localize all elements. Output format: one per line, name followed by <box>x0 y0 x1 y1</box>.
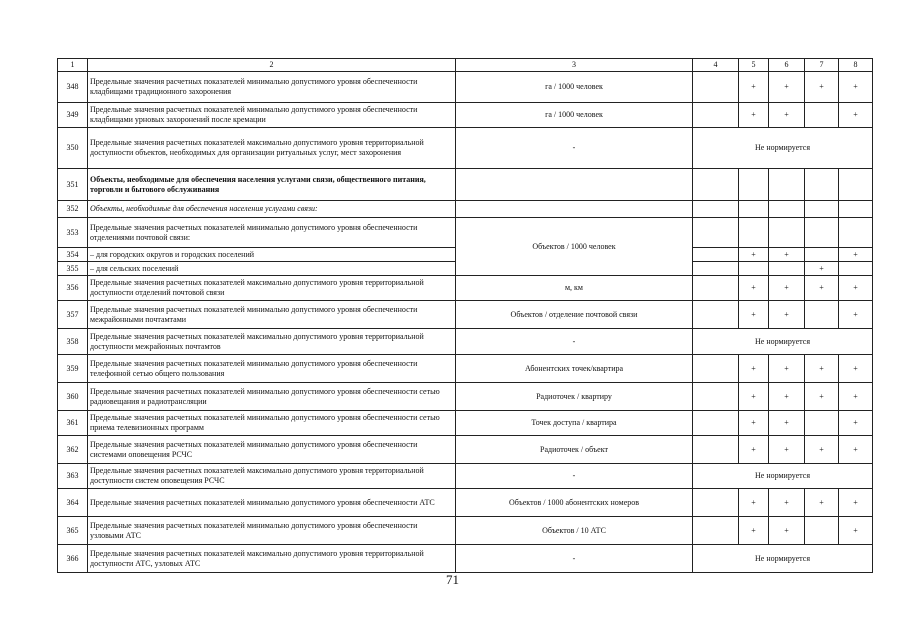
applicability-cell: + <box>769 103 805 128</box>
row-description: Предельные значения расчетных показателей минимально допустимого уровня обеспеченности кладбищами урновых захоронений после кремации <box>88 103 456 128</box>
table-row <box>58 464 873 489</box>
row-number: 357 <box>58 301 88 329</box>
row-description: Предельные значения расчетных показателей максимально допустимого уровня территориальной доступности межрайонных почтамтов <box>88 329 456 355</box>
row-unit: Объектов / 1000 абонентских номеров <box>456 489 693 517</box>
applicability-cell: + <box>805 355 839 383</box>
applicability-cell <box>805 201 839 218</box>
applicability-cell: + <box>805 383 839 411</box>
row-number: 363 <box>58 464 88 489</box>
applicability-cell: + <box>739 489 769 517</box>
not-regulated-cell: Не нормируется <box>693 128 873 169</box>
header-cell: 8 <box>839 59 873 72</box>
applicability-cell <box>839 262 873 276</box>
row-unit: Абонентских точек/квартира <box>456 355 693 383</box>
not-regulated-cell: Не нормируется <box>693 464 873 489</box>
applicability-cell <box>739 169 769 201</box>
applicability-cell: + <box>839 411 873 436</box>
row-description: Предельные значения расчетных показателей минимально допустимого уровня обеспеченности кладбищами традиционного захоронения <box>88 72 456 103</box>
applicability-cell <box>693 301 739 329</box>
row-number: 358 <box>58 329 88 355</box>
row-unit: Радиоточек / объект <box>456 436 693 464</box>
page-number: 71 <box>446 572 459 587</box>
applicability-cell <box>805 301 839 329</box>
row-description: Предельные значения расчетных показателей максимально допустимого уровня территориальной доступности АТС, узловых АТС <box>88 545 456 573</box>
applicability-cell <box>805 103 839 128</box>
applicability-cell: + <box>839 355 873 383</box>
applicability-cell: + <box>839 517 873 545</box>
applicability-cell: + <box>805 262 839 276</box>
applicability-cell: + <box>839 103 873 128</box>
row-number: 350 <box>58 128 88 169</box>
table-row <box>58 517 873 545</box>
row-number: 366 <box>58 545 88 573</box>
row-description: Предельные значения расчетных показателей минимально допустимого уровня обеспеченности межрайонными почтамтами <box>88 301 456 329</box>
applicability-cell <box>805 411 839 436</box>
applicability-cell: + <box>769 301 805 329</box>
table-header-row <box>58 59 873 72</box>
header-cell: 6 <box>769 59 805 72</box>
applicability-cell: + <box>739 103 769 128</box>
header-cell: 5 <box>739 59 769 72</box>
applicability-cell: + <box>739 276 769 301</box>
applicability-cell <box>693 248 739 262</box>
table-row <box>58 329 873 355</box>
applicability-cell <box>693 411 739 436</box>
applicability-cell: + <box>769 276 805 301</box>
row-number: 361 <box>58 411 88 436</box>
applicability-cell: + <box>769 248 805 262</box>
row-number: 356 <box>58 276 88 301</box>
table-body <box>58 59 873 573</box>
table-row <box>58 383 873 411</box>
table-row <box>58 355 873 383</box>
row-description: Предельные значения расчетных показателей минимально допустимого уровня обеспеченности сетью приема телевизионных программ <box>88 411 456 436</box>
row-unit: га / 1000 человек <box>456 72 693 103</box>
row-unit: - <box>456 545 693 573</box>
row-description: Предельные значения расчетных показателей минимально допустимого уровня обеспеченности сетью радиовещания и радиотрансляции <box>88 383 456 411</box>
table-row <box>58 169 873 201</box>
header-cell: 2 <box>88 59 456 72</box>
applicability-cell: + <box>769 436 805 464</box>
applicability-cell <box>769 218 805 248</box>
applicability-cell <box>769 201 805 218</box>
applicability-cell <box>693 517 739 545</box>
applicability-cell <box>693 355 739 383</box>
applicability-cell <box>693 262 739 276</box>
table-row <box>58 201 873 218</box>
row-description: – для городских округов и городских поселений <box>88 248 456 262</box>
row-unit: Радиоточек / квартиру <box>456 383 693 411</box>
row-unit: Объектов / 1000 человек <box>456 218 693 276</box>
applicability-cell: + <box>739 355 769 383</box>
row-description: Предельные значения расчетных показателей минимально допустимого уровня обеспеченности отделениями почтовой связи: <box>88 218 456 248</box>
table-row <box>58 128 873 169</box>
not-regulated-cell: Не нормируется <box>693 329 873 355</box>
row-number: 365 <box>58 517 88 545</box>
applicability-cell <box>839 218 873 248</box>
applicability-cell <box>693 383 739 411</box>
row-unit <box>456 201 693 218</box>
table-row <box>58 301 873 329</box>
applicability-cell <box>739 201 769 218</box>
table-row <box>58 276 873 301</box>
applicability-cell <box>693 169 739 201</box>
applicability-cell: + <box>805 72 839 103</box>
applicability-cell <box>805 248 839 262</box>
table-row <box>58 72 873 103</box>
header-cell: 4 <box>693 59 739 72</box>
applicability-cell <box>839 169 873 201</box>
applicability-cell: + <box>739 436 769 464</box>
applicability-cell: + <box>769 72 805 103</box>
row-description: Предельные значения расчетных показателей максимально допустимого уровня территориальной доступности отделений почтовой связи <box>88 276 456 301</box>
header-cell: 3 <box>456 59 693 72</box>
row-number: 359 <box>58 355 88 383</box>
row-unit: Точек доступа / квартира <box>456 411 693 436</box>
applicability-cell: + <box>739 383 769 411</box>
row-unit: Объектов / отделение почтовой связи <box>456 301 693 329</box>
applicability-cell <box>693 218 739 248</box>
applicability-cell: + <box>839 489 873 517</box>
applicability-cell <box>805 169 839 201</box>
row-number: 360 <box>58 383 88 411</box>
applicability-cell <box>769 169 805 201</box>
applicability-cell: + <box>769 411 805 436</box>
applicability-cell: + <box>769 355 805 383</box>
applicability-cell: + <box>839 301 873 329</box>
applicability-cell: + <box>805 489 839 517</box>
row-description: – для сельских поселений <box>88 262 456 276</box>
row-unit <box>456 169 693 201</box>
applicability-cell: + <box>839 72 873 103</box>
row-unit: га / 1000 человек <box>456 103 693 128</box>
applicability-cell <box>769 262 805 276</box>
applicability-cell: + <box>805 436 839 464</box>
applicability-cell <box>693 201 739 218</box>
applicability-cell: + <box>769 383 805 411</box>
applicability-cell <box>693 489 739 517</box>
row-number: 352 <box>58 201 88 218</box>
row-unit: - <box>456 329 693 355</box>
table-row <box>58 103 873 128</box>
row-number: 348 <box>58 72 88 103</box>
row-description: Предельные значения расчетных показателей максимально допустимого уровня территориальной доступности систем оповещения РСЧС <box>88 464 456 489</box>
row-number: 353 <box>58 218 88 248</box>
row-number: 364 <box>58 489 88 517</box>
applicability-cell: + <box>739 248 769 262</box>
applicability-cell: + <box>739 301 769 329</box>
row-description: Предельные значения расчетных показателей минимально допустимого уровня обеспеченности узловыми АТС <box>88 517 456 545</box>
table-row <box>58 411 873 436</box>
applicability-cell <box>739 262 769 276</box>
applicability-cell <box>693 436 739 464</box>
applicability-cell: + <box>769 489 805 517</box>
header-cell: 1 <box>58 59 88 72</box>
row-number: 351 <box>58 169 88 201</box>
norms-table <box>57 58 873 573</box>
row-unit: - <box>456 128 693 169</box>
applicability-cell <box>739 218 769 248</box>
not-regulated-cell: Не нормируется <box>693 545 873 573</box>
row-description: Предельные значения расчетных показателей минимально допустимого уровня обеспеченности телефонной сетью общего пользования <box>88 355 456 383</box>
applicability-cell <box>693 276 739 301</box>
row-description: Предельные значения расчетных показателей минимально допустимого уровня обеспеченности системами оповещения РСЧС <box>88 436 456 464</box>
applicability-cell: + <box>839 276 873 301</box>
row-number: 354 <box>58 248 88 262</box>
applicability-cell: + <box>839 436 873 464</box>
row-description: Предельные значения расчетных показателей минимально допустимого уровня обеспеченности АТС <box>88 489 456 517</box>
row-description: Объекты, необходимые для обеспечения населения услугами связи: <box>88 201 456 218</box>
row-number: 362 <box>58 436 88 464</box>
table-row <box>58 489 873 517</box>
applicability-cell <box>693 72 739 103</box>
applicability-cell: + <box>739 411 769 436</box>
applicability-cell: + <box>839 383 873 411</box>
applicability-cell <box>805 517 839 545</box>
row-unit: - <box>456 464 693 489</box>
applicability-cell <box>839 201 873 218</box>
applicability-cell: + <box>769 517 805 545</box>
table-row <box>58 545 873 573</box>
applicability-cell: + <box>839 248 873 262</box>
row-description: Предельные значения расчетных показателей максимально допустимого уровня территориальной доступности объектов, необходимых для организации ритуальных услуг, мест захоронения <box>88 128 456 169</box>
header-cell: 7 <box>805 59 839 72</box>
row-number: 355 <box>58 262 88 276</box>
applicability-cell: + <box>739 517 769 545</box>
row-unit: м, км <box>456 276 693 301</box>
applicability-cell <box>693 103 739 128</box>
table-row <box>58 436 873 464</box>
table-row <box>58 218 873 248</box>
applicability-cell <box>805 218 839 248</box>
row-unit: Объектов / 10 АТС <box>456 517 693 545</box>
applicability-cell: + <box>805 276 839 301</box>
applicability-cell: + <box>739 72 769 103</box>
row-number: 349 <box>58 103 88 128</box>
row-description: Объекты, необходимые для обеспечения населения услугами связи, общественного питания, торговли и бытового обслуживания <box>88 169 456 201</box>
